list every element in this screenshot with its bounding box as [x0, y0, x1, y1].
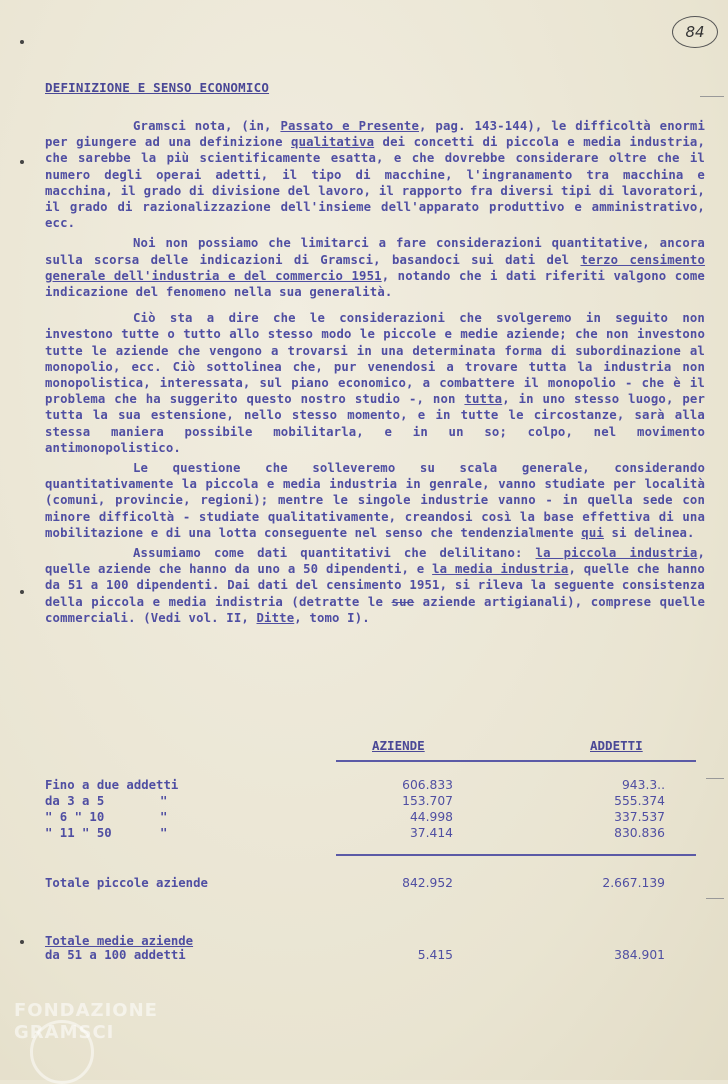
table-row: " 6 " 10 " 44.998 337.537 [45, 810, 665, 824]
header-rule [336, 760, 696, 762]
total-medium-subrow: da 51 a 100 addetti 5.415 384.901 [45, 948, 665, 962]
margin-mark [20, 940, 24, 944]
page-heading: DEFINIZIONE E SENSO ECONOMICO [45, 80, 270, 95]
total-medium-row: Totale medie aziende [45, 934, 194, 948]
column-header-aziende: AZIENDE [372, 738, 425, 753]
body-text [45, 118, 705, 626]
margin-tick [706, 898, 724, 899]
paragraph-5: Assumiamo come dati quantitativi che delilitano: la piccola industria, quelle aziende che hanno da uno a 50 dipendenti, e la media industria, quelle che hanno da 51 a 100 dipendenti. Dai dati del censimento 1951, si rileva la seguente consistenza della piccola e media indistria (detratte le sue aziende artigianali), comprese quelle commerciali. (Vedi vol. II, Ditte, tomo I). [45, 546, 705, 625]
table-row: Fino a due addetti 606.833 943.3.. [45, 778, 665, 792]
margin-tick [700, 96, 724, 97]
total-small-row: Totale piccole aziende 842.952 2.667.139 [45, 876, 665, 890]
watermark-ring [30, 1020, 94, 1084]
paragraph-2: Noi non possiamo che limitarci a fare considerazioni quantitative, ancora sulla scorsa delle indicazioni di Gramsci, basandoci sui dati del terzo censimento generale dell'industria e del commercio 1951, notando che i dati riferiti valgono come indicazione del fenomeno nella sua generalità. [45, 236, 705, 300]
page-number: 84 [672, 16, 718, 48]
margin-tick [706, 778, 724, 779]
margin-mark [20, 590, 24, 594]
margin-mark [20, 160, 24, 164]
paragraph-3: Ciò sta a dire che le considerazioni che svolgeremo in seguito non investono tutte o tutto allo stesso modo le piccole e medie aziende; che non investono tutte le aziende che vengono a trovarsi in una determinata forma di subordinazione al monopolio, ecc. Ciò sottolinea che, pur venendosi a trovare tutta la industria non monopolistica, interessata, sul piano economico, a combattere il monopolio - che è il problema che ha suggerito questo nostro studio -, non tutta, in uno stesso luogo, per tutta la sua estensione, nello stesso momento, e in tutte le circostanze, sarà alla stessa maniera possibile mobilitarla, e in un so; colpo, nel movimento antimonopolistico. [45, 311, 705, 455]
table-row: " 11 " 50 " 37.414 830.836 [45, 826, 665, 840]
table-row: da 3 a 5 " 153.707 555.374 [45, 794, 665, 808]
watermark-stamp: FONDAZIONE GRAMSCI [14, 1000, 174, 1070]
paragraph-4: Le questione che solleveremo su scala generale, considerando quantitativamente la piccola e media industria in genrale, vanno studiate per località (comuni, provincie, regioni); mentre le singole industrie vanno - in quella sede con minore difficoltà - studiate qualitativamente, creandosi così la base effettiva di una mobilitazione e di una lotta conseguente nel senso che tendenzialmente qui si delinea. [45, 461, 705, 540]
paragraph-1: Gramsci nota, (in, Passato e Presente, pag. 143-144), le difficoltà enormi per giungere ad una definizione qualitativa dei concetti di piccola e media industria, che sarebbe la più scientificamente esatta, e che dovrebbe considerare oltre che il numero degli operai adetti, il tipo di macchine, l'ingranamento tra macchina e macchina, il grado di divisione del lavoro, il rapporto fra diversi tipi di lavoratori, il grado di razionalizzazione dell'insieme dell'apparato produttivo e amministrativo, ecc. [45, 119, 706, 231]
subtotal-rule [336, 854, 696, 856]
margin-mark [20, 40, 24, 44]
column-header-addetti: ADDETTI [590, 738, 643, 753]
